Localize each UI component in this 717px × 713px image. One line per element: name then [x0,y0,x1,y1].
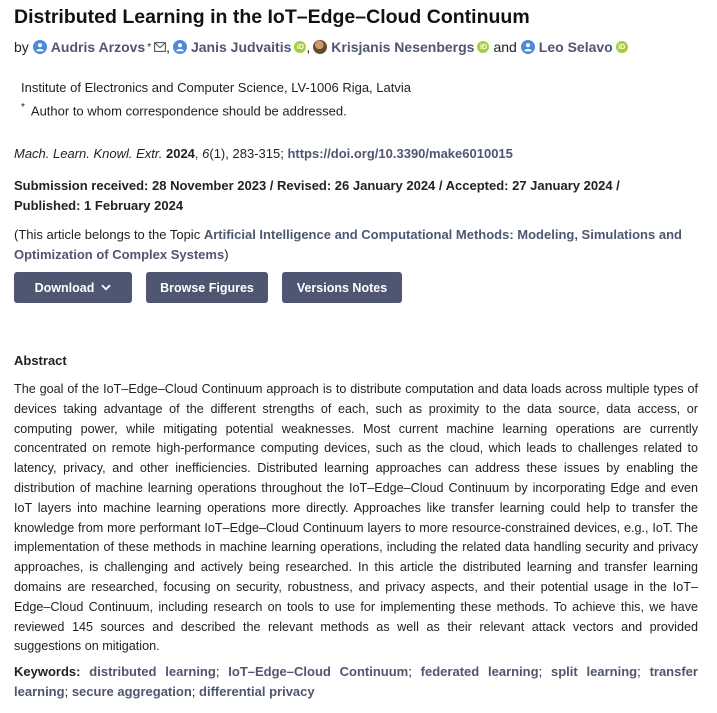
person-icon [521,40,535,54]
comma: , [166,39,170,55]
article-title: Distributed Learning in the IoT–Edge–Cloud Continuum [14,6,530,28]
citation-issue-pages: (1), 283-315; [209,146,284,161]
correspondence-text: Author to whom correspondence should be addressed. [30,103,347,119]
orcid-icon[interactable]: iD [294,41,306,53]
author-photo-icon [313,40,327,54]
keyword-link[interactable]: distributed learning [89,664,216,679]
and-label: and [493,39,517,55]
envelope-icon[interactable] [154,42,166,52]
correspondence-marker: * [21,102,25,113]
keyword-link[interactable]: secure aggregation [71,684,192,699]
author-list [14,39,628,55]
versions-notes-button[interactable]: Versions Notes [282,272,402,303]
orcid-icon[interactable]: iD [477,41,489,53]
author-name: Krisjanis Nesenbergs [331,39,475,55]
citation-year: 2024 [165,146,195,161]
author-name: Janis Judvaitis [190,39,292,55]
publication-dates: Submission received: 28 November 2023 / Revised: 26 January 2024 / Accepted: 27 January 2024 / Published: 1 February 2024 [14,178,620,213]
chevron-down-icon [101,284,111,291]
author-audris-arzovs[interactable] [33,39,145,55]
keyword-separator: ; [538,664,543,679]
keyword-separator: ; [637,664,641,679]
abstract-text: The goal of the IoT–Edge–Cloud Continuum approach is to distribute computation and data loads across multiple types of devices taking advantage of the different strengths of each, such as proximity to the data source, data access, or computing power, while mitigating potential weaknesses. Most current machine learning operations are currently concentrated on remote high-performance computing devices, such as the cloud, which leads to challenges related to latency, privacy, and other inefficiencies. Distributed learning approaches can address these issues by enabling the distribution of machine learning operations throughout the IoT–Edge–Cloud Continuum by incorporating Edge and even IoT layers into machine learning operations more directly. Approaches like transfer learning could help to transfer the knowledge from more performant IoT–Edge–Cloud Continuum layers to more resource-constrained devices, e.g., IoT. The implementation of these methods in machine learning operations, including the related data handling security and privacy approaches, is challenging and actively being researched. In this article the distributed learning and transfer learning domains are researched, focusing on security, robustness, and privacy aspects, and their potential usage in the IoT–Edge–Cloud Continuum, including research on tools to use for implementing these methods. To achieve this, we have reviewed 145 sources and described the relevant methods as well as their relevant attack vectors and provided suggestions on mitigation. [14,382,698,654]
keyword-link[interactable]: transfer learning [14,664,698,699]
orcid-icon[interactable]: iD [616,41,628,53]
keyword-link[interactable]: split learning [551,664,638,679]
keywords [14,662,698,702]
topic-suffix: ) [224,247,229,262]
corresponding-marker: * [147,41,152,53]
affiliation: Institute of Electronics and Computer Science, LV-1006 Riga, Latvia [21,80,411,95]
action-buttons [14,272,416,303]
citation-line: Mach. Learn. Knowl. Extr. 2024, 6(1), 283-315; https://doi.org/10.3390/make6010015 [14,146,513,161]
author-leo-selavo[interactable] [521,39,613,55]
person-icon [173,40,187,54]
correspondence-note [21,102,347,118]
author-krisjanis-nesenbergs[interactable] [313,39,474,55]
keyword-separator: ; [64,684,69,699]
abstract-heading: Abstract [14,353,67,368]
browse-figures-button[interactable]: Browse Figures [146,272,268,303]
author-name: Leo Selavo [538,39,613,55]
keyword-link[interactable]: federated learning [420,664,539,679]
author-janis-judvaitis[interactable] [173,39,291,55]
keyword-separator: ; [215,664,220,679]
topic-note [14,225,704,265]
doi-link[interactable]: https://doi.org/10.3390/make6010015 [287,146,513,161]
keywords-label: Keywords: [14,664,81,679]
keyword-link[interactable]: IoT–Edge–Cloud Continuum [228,664,409,679]
topic-prefix: (This article belongs to the Topic [14,227,204,242]
topic-link[interactable]: Artificial Intelligence and Computational Methods: Modeling, Simulations and Optimization of Complex Systems [14,227,682,262]
keyword-separator: ; [191,684,196,699]
author-name: Audris Arzovs [50,39,146,55]
by-label: by [14,39,29,55]
download-label: Download [34,280,95,295]
keyword-link[interactable]: differential privacy [199,684,315,699]
citation-volume: 6 [202,146,210,161]
journal-name: Mach. Learn. Knowl. Extr. [14,146,163,161]
download-button[interactable] [14,272,132,303]
keyword-separator: ; [408,664,412,679]
person-icon [33,40,47,54]
comma: , [306,39,311,55]
